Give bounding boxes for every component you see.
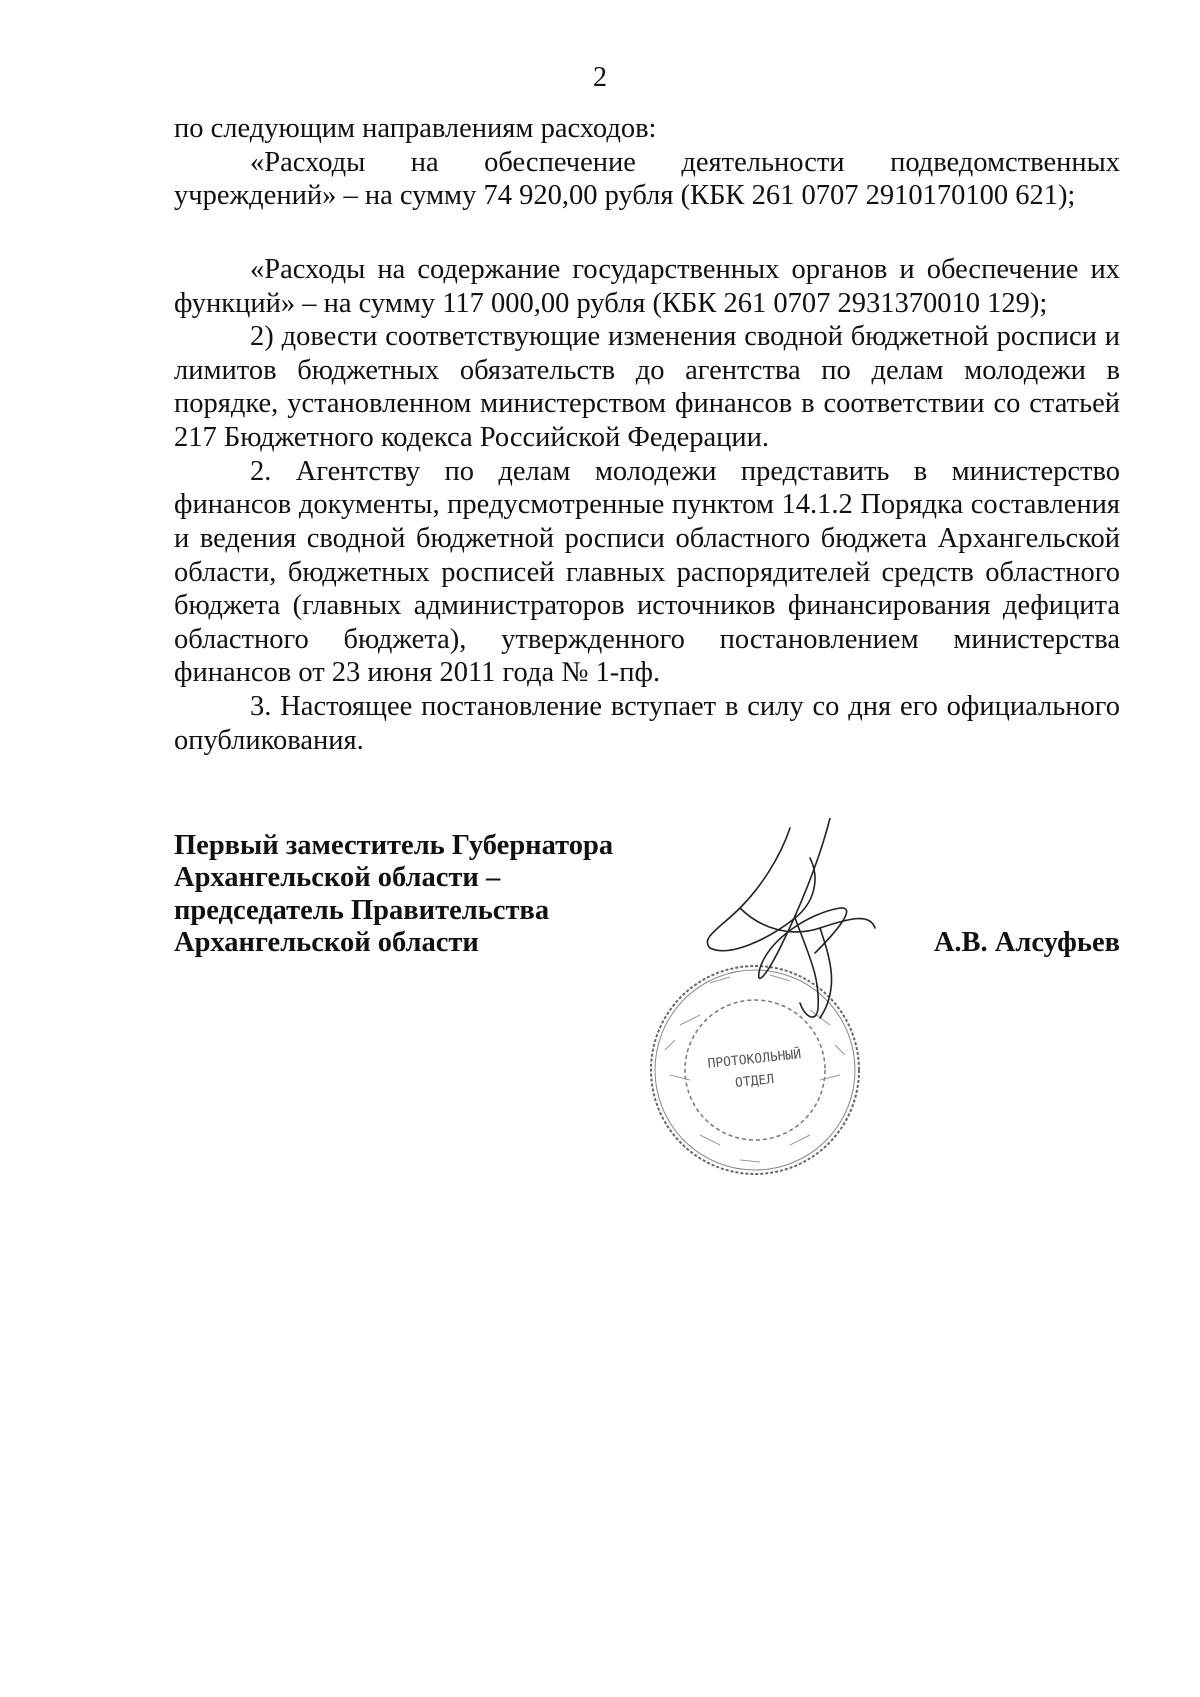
handwritten-signature bbox=[700, 818, 920, 1038]
stamp-center-line2: ОТДЕЛ bbox=[734, 1072, 775, 1092]
page-number: 2 bbox=[593, 62, 607, 93]
paragraph-expenses-state-bodies: «Расходы на содержание государственных органов и обеспечение их функций» – на сумму 117 000,00 рубля (КБК 261 0707 2931370010 129); bbox=[174, 253, 1120, 319]
signatory-title bbox=[174, 830, 613, 960]
signatory-title-line: Первый заместитель Губернатора bbox=[174, 830, 614, 861]
signatory-title-line: Архангельской области – bbox=[174, 862, 501, 894]
signatory-title-line: председатель Правительства bbox=[174, 894, 550, 926]
paragraph-gap bbox=[174, 213, 1120, 253]
paragraph-expenses-institutions: «Расходы на обеспечение деятельности подведомственных учреждений» – на сумму 74 920,00 рубля (КБК 261 0707 2910170100 621); bbox=[174, 146, 1120, 212]
document-body bbox=[174, 112, 1120, 757]
paragraph-item-3: 3. Настоящее постановление вступает в силу со дня его официального опубликования. bbox=[174, 691, 1120, 756]
stamp-center-line1: ПРОТОКОЛЬНЫЙ bbox=[706, 1047, 802, 1072]
signatory-name: А.В. Алсуфьев bbox=[933, 927, 1120, 958]
paragraph-intro: по следующим направлениям расходов: bbox=[174, 113, 657, 144]
paragraph-item-2-sub: 2) довести соответствующие изменения сводной бюджетной росписи и лимитов бюджетных обязательств до агентства по делам молодежи в порядке, установленном министерством финансов в соответствии со статьей 217 Бюджетного кодекса Российской Федерации. bbox=[174, 321, 1120, 453]
paragraph-item-2: 2. Агентству по делам молодежи представить в министерство финансов документы, предусмотренные пунктом 14.1.2 Порядка составления и ведения сводной бюджетной росписи областного бюджета Архангельской области, бюджетных росписей главных распорядителей средств областного бюджета (главных администраторов источников финансирования дефицита областного бюджета), утвержденного постановлением министерства финансов от 23 июня 2011 года № 1-пф. bbox=[174, 455, 1120, 689]
signatory-title-line: Архангельской области bbox=[174, 927, 479, 959]
